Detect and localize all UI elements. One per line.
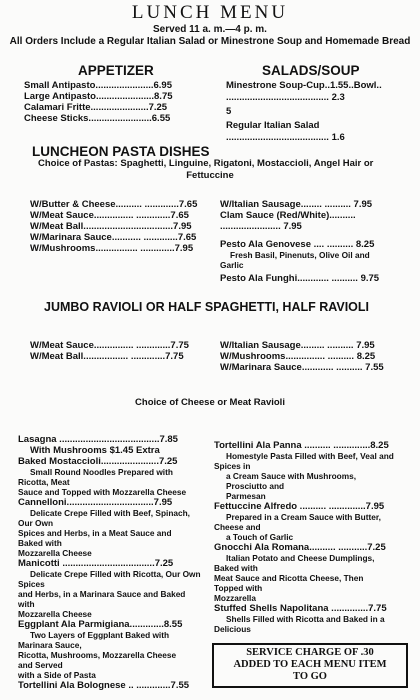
- pasta-choice: Choice of Pastas: Spaghetti, Linguine, Rigatoni, Mostaccioli, Angel Hair or: [38, 158, 374, 169]
- menu-item-desc: Sauce and Topped with Mozzarella Cheese: [18, 487, 187, 497]
- menu-item-desc: a Touch of Garlic: [226, 532, 294, 542]
- menu-item-desc: Small Round Noodles Prepared with: [30, 467, 173, 477]
- service-line: TO GO: [293, 671, 327, 682]
- served-hours: Served 11 a. m.—4 p. m.: [153, 24, 267, 35]
- pasta-item-desc: Garlic: [220, 260, 244, 270]
- menu-item-desc: Prepared in a Cream Sauce with Butter,: [226, 512, 381, 522]
- menu-item-desc: Shells Filled with Ricotta and Baked in a: [226, 614, 385, 624]
- pasta-item: ....................... 7.95: [220, 221, 302, 232]
- menu-item: Baked Mostaccioli......................7.25: [18, 456, 178, 467]
- menu-item-desc: Spices: [18, 579, 45, 589]
- pasta-item: Pesto Ala Funghi............ .......... 9.75: [220, 273, 380, 284]
- service-line: SERVICE CHARGE OF .30: [246, 647, 374, 658]
- pasta-item-desc: Fresh Basil, Pinenuts, Olive Oil and: [230, 250, 370, 260]
- ravioli-item: W/Meat Sauce............... .............7.75: [30, 340, 189, 351]
- menu-item-desc: Mozzarella Cheese: [18, 609, 92, 619]
- menu-item-desc: Spices and Herbs, in a Meat Sauce and: [18, 528, 172, 538]
- menu-title: LUNCH MENU: [131, 2, 289, 23]
- ravioli-item: W/Marinara Sauce............ .......... 7.55: [220, 362, 384, 373]
- pasta-item: W/Marinara Sauce........... .............7.65: [30, 232, 197, 243]
- includes-note: All Orders Include a Regular Italian Salad or Minestrone Soup and Homemade Bread: [9, 36, 411, 47]
- salad-line: Regular Italian Salad: [226, 120, 320, 131]
- menu-item-desc: Baked with: [18, 538, 62, 548]
- menu-item-desc: and Served: [18, 660, 63, 670]
- ravioli-heading: JUMBO RAVIOLI OR HALF SPAGHETTI, HALF RAVIOLI: [44, 300, 369, 314]
- ravioli-left-list: [30, 340, 189, 362]
- menu-item: Manicotti ...................................7.25: [18, 558, 174, 569]
- menu-item: Tortellini Ala Panna .......... ..............8.25: [214, 440, 389, 451]
- menu-item-desc: Parmesan: [226, 491, 266, 501]
- ravioli-item: W/Italian Sausage......... .......... 7.95: [220, 340, 375, 351]
- salads-list: [226, 80, 382, 143]
- ravioli-right-list: [220, 340, 384, 373]
- menu-item-desc: Topped with: [214, 583, 263, 593]
- menu-item-desc: Ricotta, Mushrooms, Mozzarella Cheese: [18, 650, 177, 660]
- ravioli-note: Choice of Cheese or Meat Ravioli: [135, 397, 285, 408]
- menu-item-desc: Meat Sauce and Ricotta Cheese, Then: [214, 573, 364, 583]
- menu-item-desc: and Herbs, in a Marinara Sauce and Baked: [18, 589, 186, 599]
- salad-line: Minestrone Soup-Cup..1.55..Bowl..: [226, 80, 382, 91]
- specials-left-list: [18, 434, 201, 691]
- pasta-item: Clam Sauce (Red/White)..........: [220, 210, 356, 221]
- ravioli-item: W/Mushrooms............... .......... 8.25: [220, 351, 376, 362]
- menu-item-desc: with: [18, 599, 35, 609]
- salad-line: ....................................... 1.6: [226, 132, 345, 143]
- menu-item-desc: a Cream Sauce with Mushrooms,: [226, 471, 357, 481]
- pasta-left-list: [30, 199, 197, 254]
- menu-item-desc: Our Own: [18, 518, 54, 528]
- service-charge-box: [212, 643, 408, 688]
- pasta-item: W/Butter & Cheese.......... .............7.65: [30, 199, 198, 210]
- menu-item: Cannelloni.................................7.95: [18, 497, 173, 508]
- menu-item-desc: Marinara Sauce,: [18, 640, 82, 650]
- salad-line: 5: [226, 106, 232, 117]
- menu-item-desc: Italian Potato and Cheese Dumplings,: [226, 553, 375, 563]
- pasta-item: W/Meat Sauce............... .............7.65: [30, 210, 189, 221]
- menu-item: Fettuccine Alfredo .......... ..............7.95: [214, 501, 385, 512]
- menu-item: Gnocchi Ala Romana.......... ...........7.25: [214, 542, 386, 553]
- appetizer-item: Large Antipasto......................8.75: [24, 91, 173, 102]
- appetizer-item: Cheese Sticks........................6.55: [24, 113, 171, 124]
- menu-item-desc: Prosciutto and: [226, 481, 285, 491]
- menu-item: Lasagna ......................................7.85: [18, 434, 178, 445]
- menu-item-desc: Delicious: [214, 624, 251, 634]
- menu-item-desc: Delicate Crepe Filled with Ricotta, Our Own: [30, 569, 201, 579]
- menu-item-desc: Delicate Crepe Filled with Beef, Spinach,: [30, 508, 190, 518]
- appetizer-heading: APPETIZER: [78, 63, 154, 78]
- pasta-choice-cont: Fettuccine: [186, 170, 234, 181]
- menu-item-desc: Two Layers of Eggplant Baked with: [30, 630, 170, 640]
- menu-item-desc: Ricotta, Meat: [18, 477, 70, 487]
- ravioli-item: W/Meat Ball................. .............7.75: [30, 351, 184, 362]
- menu-item: Tortellini Ala Bolognese .. .............7.55: [18, 680, 190, 691]
- menu-item: Eggplant Ala Parmigiana.............8.55: [18, 619, 183, 630]
- menu-item: Stuffed Shells Napolitana ..............7.75: [214, 603, 387, 614]
- pasta-item: W/Meat Ball..................................7.95: [30, 221, 192, 232]
- pasta-right-list: [220, 199, 379, 284]
- service-line: ADDED TO EACH MENU ITEM: [233, 659, 387, 670]
- appetizer-item: Small Antipasto......................6.95: [24, 80, 172, 91]
- pasta-item: W/Mushrooms................ .............7.95: [30, 243, 194, 254]
- menu-item-desc: Baked with: [214, 563, 258, 573]
- menu-item-desc: Mozzarella Cheese: [18, 548, 92, 558]
- pasta-heading: LUNCHEON PASTA DISHES: [32, 144, 210, 159]
- menu-item-desc: Spices in: [214, 461, 251, 471]
- menu-item-desc: Cheese and: [214, 522, 261, 532]
- menu-item-desc: Homestyle Pasta Filled with Beef, Veal and: [226, 451, 394, 461]
- menu-item-desc: Mozzarella: [214, 593, 256, 603]
- salad-line: ....................................... 2.3: [226, 92, 345, 103]
- salads-heading: SALADS/SOUP: [262, 63, 360, 78]
- appetizer-item: Calamari Fritte......................7.25: [24, 102, 168, 113]
- specials-right-list: [214, 440, 394, 634]
- menu-item: With Mushrooms $1.45 Extra: [30, 445, 160, 456]
- pasta-item: W/Italian Sausage........ .......... 7.95: [220, 199, 373, 210]
- menu-item-desc: with a Side of Pasta: [18, 670, 96, 680]
- appetizer-list: [24, 80, 173, 124]
- pasta-item: Pesto Ala Genovese .... .......... 8.25: [220, 239, 375, 250]
